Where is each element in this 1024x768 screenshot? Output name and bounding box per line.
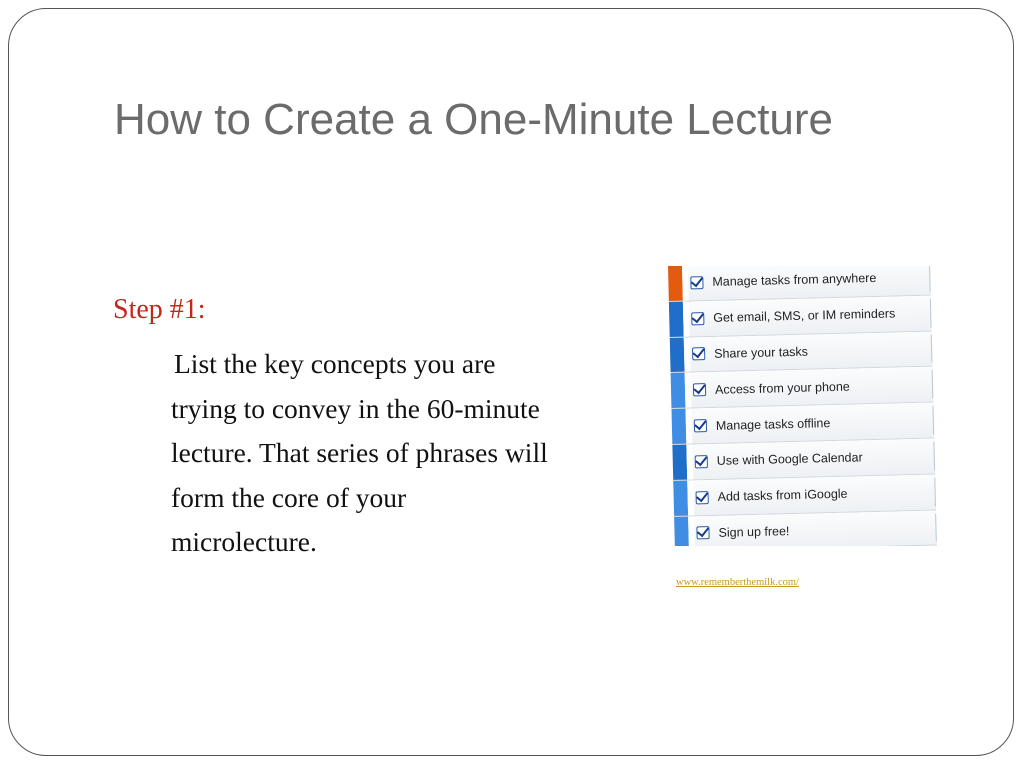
body-line: lecture. That series of phrases will	[171, 437, 548, 468]
task-stripe	[668, 266, 683, 301]
task-stripe	[670, 337, 685, 372]
task-label: Manage tasks offline	[715, 415, 831, 433]
task-label: Get email, SMS, or IM reminders	[713, 306, 896, 326]
task-stripe	[669, 301, 684, 336]
checked-checkbox-icon	[694, 419, 707, 432]
task-list-image	[668, 266, 938, 546]
task-list	[668, 266, 937, 546]
step-label: Step #1:	[113, 294, 206, 325]
task-stripe	[673, 480, 688, 515]
checked-checkbox-icon	[690, 276, 703, 289]
task-label: Sign up free!	[718, 524, 790, 540]
body-line: form the core of your	[171, 481, 407, 513]
task-label: Access from your phone	[714, 379, 850, 397]
task-stripe	[671, 409, 686, 444]
checked-checkbox-icon	[696, 527, 709, 540]
slide-title: How to Create a One-Minute Lecture	[114, 95, 834, 144]
task-label: Add tasks from iGoogle	[717, 486, 848, 505]
checked-checkbox-icon	[692, 348, 705, 361]
checked-checkbox-icon	[693, 383, 706, 396]
task-label: Share your tasks	[713, 344, 809, 361]
task-row	[674, 510, 937, 546]
task-stripe	[671, 373, 686, 408]
body-line: trying to convey in the 60-minute	[171, 392, 540, 424]
checked-checkbox-icon	[691, 312, 704, 325]
task-stripe	[672, 445, 687, 480]
checked-checkbox-icon	[696, 491, 709, 504]
body-line: List the key concepts you are	[174, 348, 496, 379]
step-description	[171, 342, 641, 565]
task-label: Manage tasks from anywhere	[712, 271, 877, 290]
body-line: microlecture.	[171, 526, 317, 557]
checked-checkbox-icon	[695, 455, 708, 468]
task-stripe	[674, 516, 689, 546]
task-label: Use with Google Calendar	[716, 450, 863, 469]
source-link[interactable]: www.rememberthemilk.com/	[676, 577, 799, 588]
